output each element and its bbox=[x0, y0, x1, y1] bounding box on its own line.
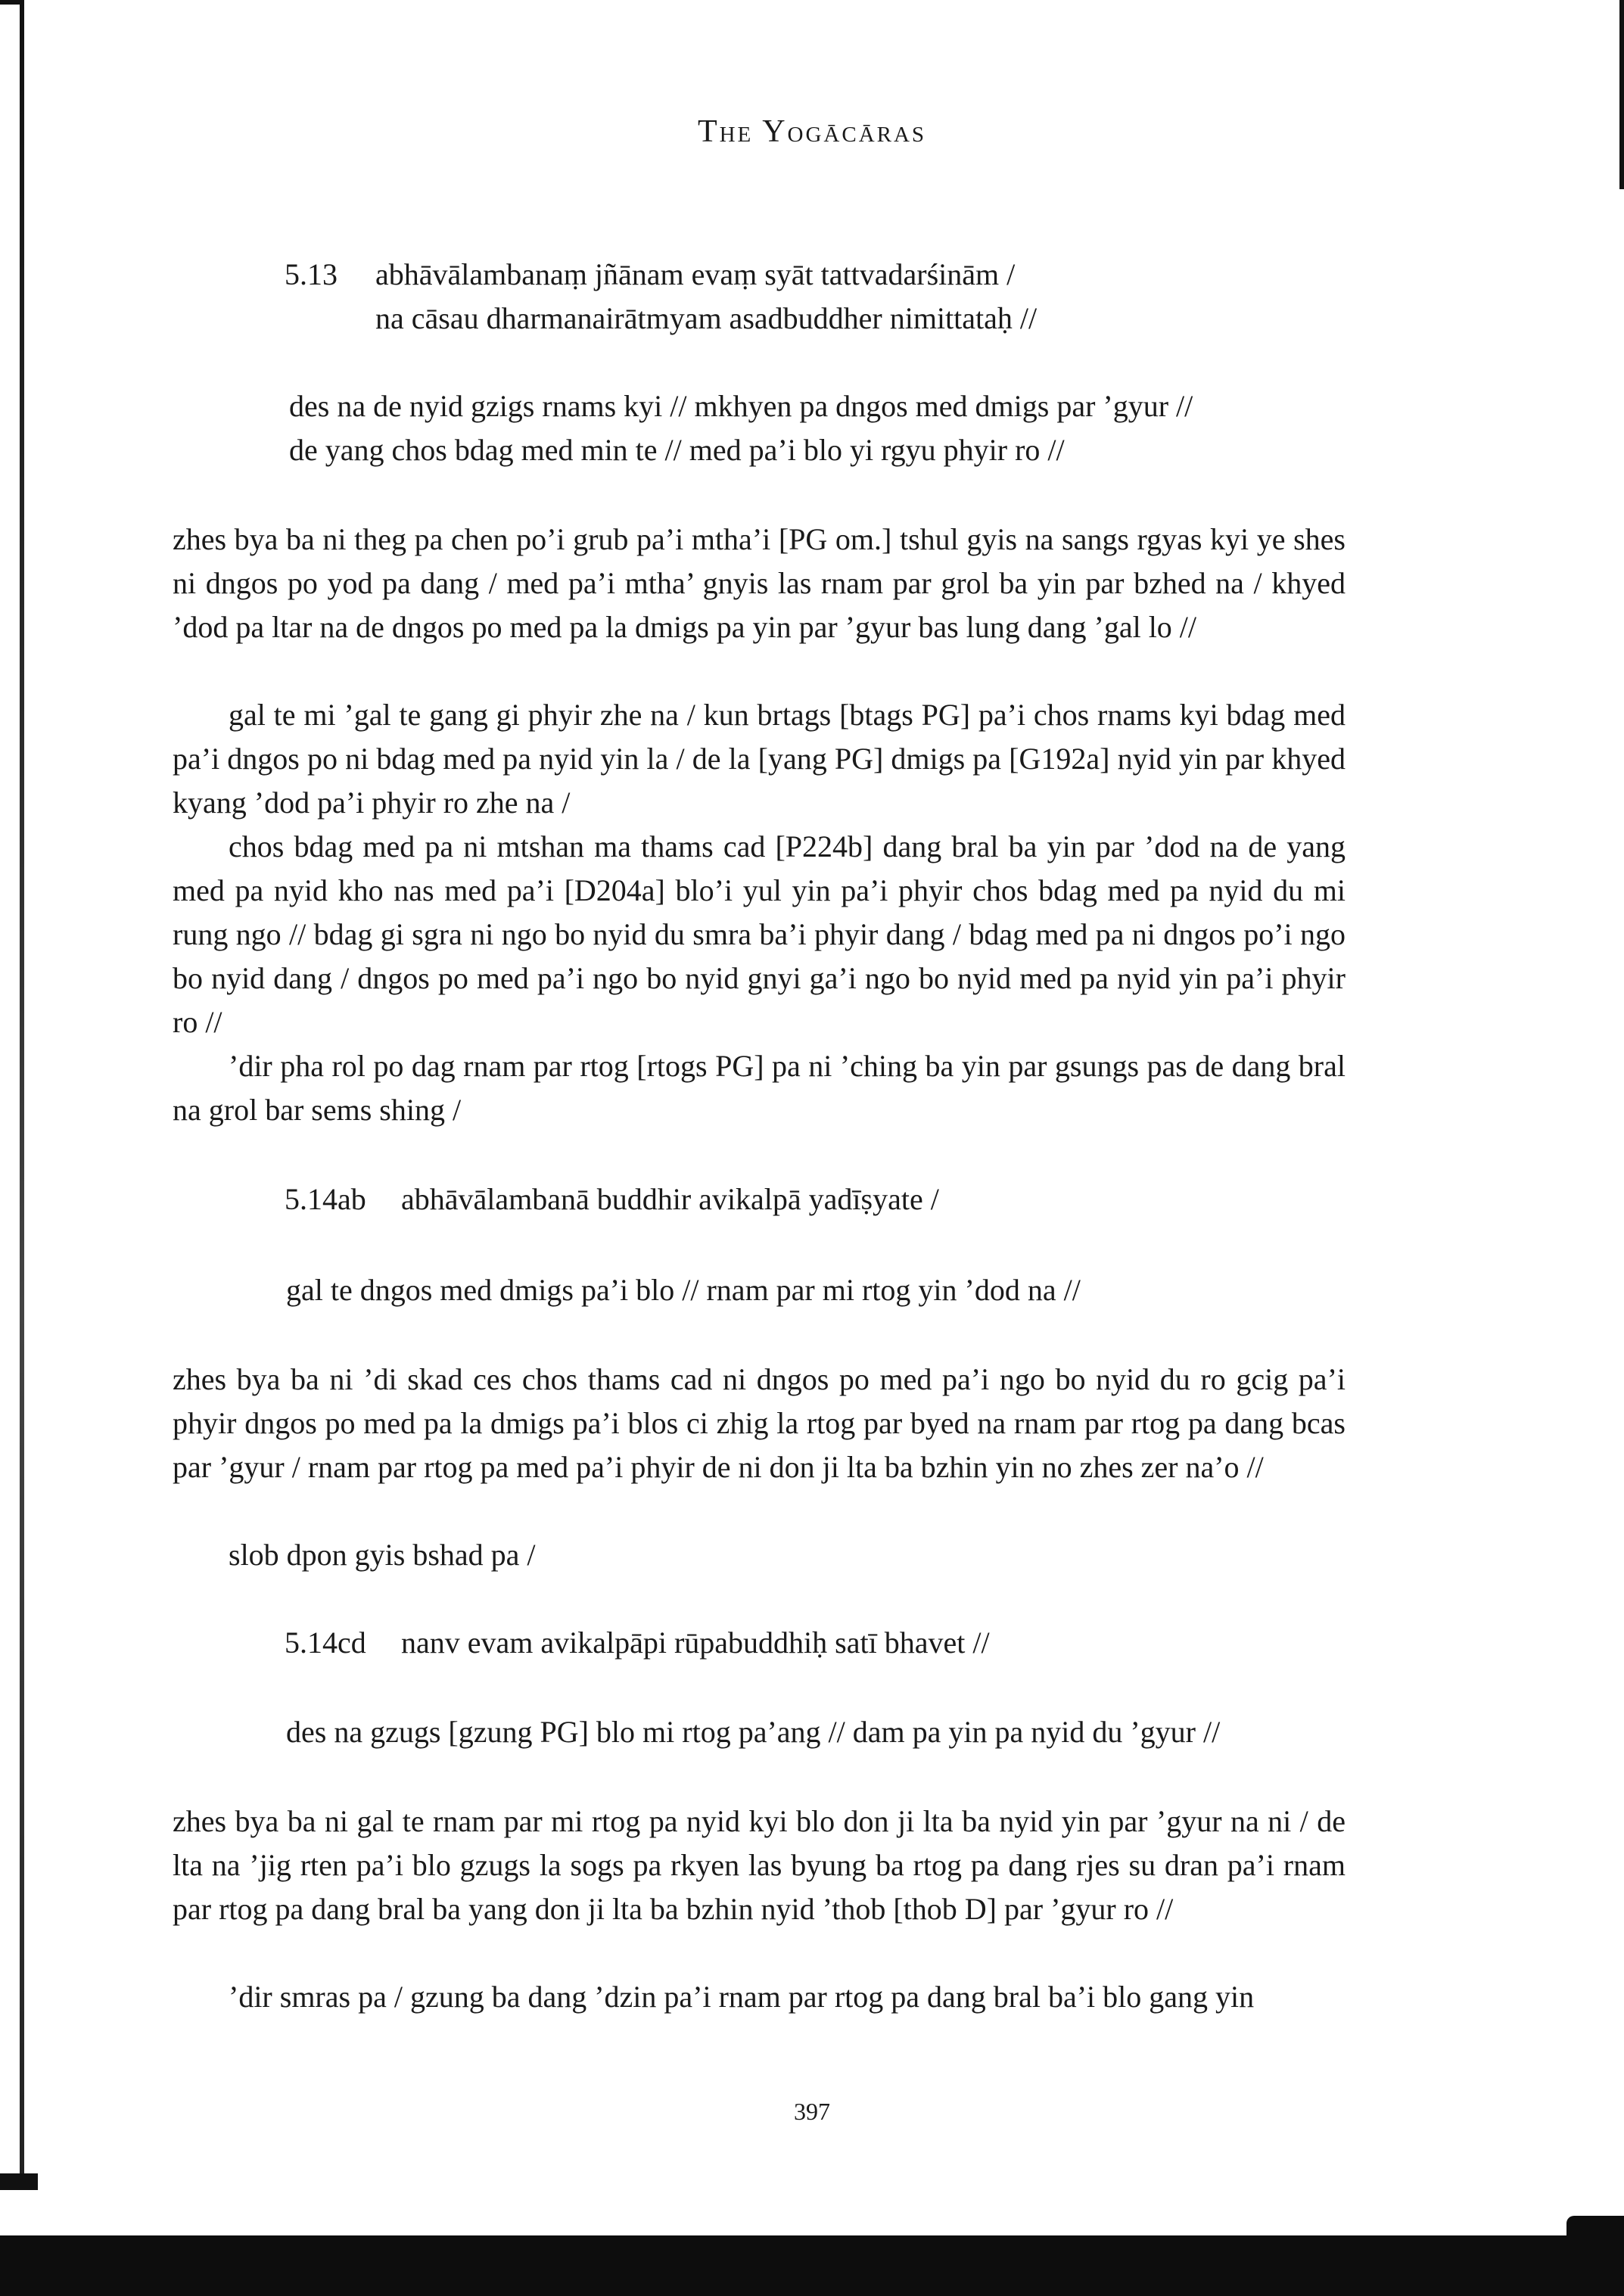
page-edge-shadow-right bbox=[1619, 0, 1624, 189]
page-number: 397 bbox=[794, 2098, 830, 2125]
scan-bottom-corner bbox=[1566, 2216, 1624, 2238]
commentary-paragraph: slob dpon gyis bshad pa / bbox=[229, 1538, 536, 1572]
sanskrit-line: nanv evam avikalpāpi rūpabuddhiḥ satī bhavet // bbox=[401, 1626, 990, 1660]
commentary-paragraph: ’dir pha rol po dag rnam par rtog [rtogs PG] pa ni ’ching ba yin par gsungs pas de dang bral na grol bar sems shing / bbox=[173, 1049, 1346, 1127]
page-edge-tick bbox=[0, 0, 24, 5]
sanskrit-line: abhāvālambanā buddhir avikalpā yadīṣyate / bbox=[401, 1182, 939, 1216]
commentary-paragraph: ’dir smras pa / gzung ba dang ’dzin pa’i rnam par rtog pa dang bral ba’i blo gang yin bbox=[229, 1980, 1255, 2014]
tibetan-verse-line: des na gzugs [gzung PG] blo mi rtog pa’ang // dam pa yin pa nyid du ’gyur // bbox=[286, 1715, 1221, 1749]
commentary-paragraph: zhes bya ba ni theg pa chen po’i grub pa’i mtha’i [PG om.] tshul gyis na sangs rgyas kyi ye shes ni dngos po yod pa dang / med pa’i mtha’ gnyis las rnam par grol ba yin par bzhed na / khyed ’dod pa ltar na de dngos po med pa la dmigs pa yin par ’gyur bas lung dang ’gal lo // bbox=[173, 522, 1346, 644]
tibetan-verse-line: gal te dngos med dmigs pa’i blo // rnam par mi rtog yin ’dod na // bbox=[286, 1273, 1081, 1307]
commentary-paragraph: gal te mi ’gal te gang gi phyir zhe na / kun brtags [btags PG] pa’i chos rnams kyi bdag med pa’i dngos po ni bdag med pa nyid yin la / de la [yang PG] dmigs pa [G192a] nyid yin par khyed kyang ’dod pa’i phyir ro zhe na / bbox=[173, 698, 1346, 820]
scan-bottom-band bbox=[0, 2235, 1624, 2296]
commentary-paragraph: chos bdag med pa ni mtshan ma thams cad [P224b] dang bral ba yin par ’dod na de yang med pa nyid kho nas med pa’i [D204a] blo’i yul yin pa’i phyir chos bdag med pa nyid du mi rung ngo // bdag gi sgra ni ngo bo nyid du smra ba’i phyir dang / bdag med pa ni dngos po’i ngo bo nyid dang / dngos po med pa’i ngo bo nyid gnyi ga’i ngo bo nyid med pa nyid yin pa’i phyir ro // bbox=[173, 829, 1346, 1039]
tibetan-verse-line: de yang chos bdag med min te // med pa’i blo yi rgyu phyir ro // bbox=[289, 433, 1065, 467]
page-edge-shadow-left bbox=[20, 0, 24, 2179]
verse-number-5-14ab: 5.14ab bbox=[285, 1182, 366, 1216]
commentary-paragraph: zhes bya ba ni ’di skad ces chos thams cad ni dngos po med pa’i ngo bo nyid du ro gcig pa’i phyir dngos po med pa la dmigs pa’i blos ci zhig la rtog par byed na rnam par rtog pa dang bcas par ’gyur / rnam par rtog pa med pa’i phyir de ni don ji lta ba bzhin yin no zhes zer na’o // bbox=[173, 1362, 1346, 1484]
verse-number-5-14cd: 5.14cd bbox=[285, 1626, 366, 1660]
running-head: The Yogācāras bbox=[697, 114, 927, 149]
verse-number-5-13: 5.13 bbox=[285, 257, 338, 291]
tibetan-verse-line: des na de nyid gzigs rnams kyi // mkhyen pa dngos med dmigs par ’gyur // bbox=[289, 389, 1193, 423]
commentary-paragraph: zhes bya ba ni gal te rnam par mi rtog pa nyid kyi blo don ji lta ba nyid yin par ’gyur na ni / de lta na ’jig rten pa’i blo gzugs la sogs pa rkyen las byung ba rtog pa dang rjes su dran pa’i rnam par rtog pa dang bral ba yang don ji lta ba bzhin nyid ’thob [thob D] par ’gyur ro // bbox=[173, 1804, 1346, 1926]
page-edge-foot bbox=[0, 2173, 38, 2190]
sanskrit-line: abhāvālambanaṃ jñānam evaṃ syāt tattvadarśinām / bbox=[375, 257, 1016, 291]
sanskrit-line: na cāsau dharmanairātmyam asadbuddher nimittataḥ // bbox=[375, 301, 1038, 335]
